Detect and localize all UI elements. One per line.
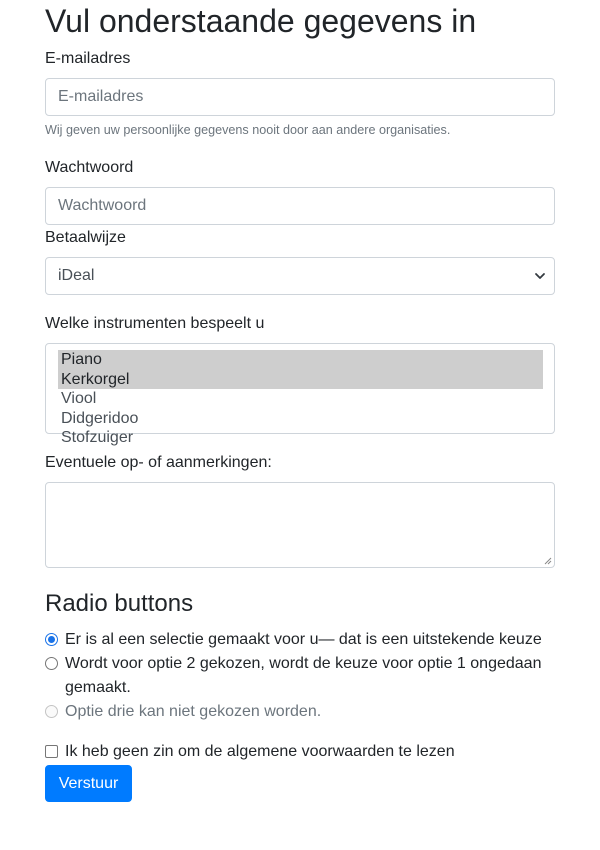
instrument-option-didgeridoo[interactable]: Didgeridoo bbox=[61, 409, 139, 427]
instrument-option-piano[interactable]: Piano bbox=[58, 350, 543, 370]
submit-button[interactable]: Verstuur bbox=[45, 765, 132, 802]
radio-option-2[interactable] bbox=[45, 657, 58, 670]
payment-label: Betaalwijze bbox=[45, 229, 126, 246]
radio-option-3-label: Optie drie kan niet gekozen worden. bbox=[65, 703, 322, 720]
terms-label: Ik heb geen zin om de algemene voorwaarden te lezen bbox=[65, 743, 455, 760]
terms-checkbox[interactable] bbox=[45, 745, 58, 758]
resize-handle-icon[interactable] bbox=[544, 557, 552, 565]
page-title: Vul onderstaande gegevens in bbox=[45, 3, 477, 39]
instrument-option-viool[interactable]: Viool bbox=[61, 390, 97, 407]
radio-section-title: Radio buttons bbox=[45, 590, 194, 617]
instrument-option-kerkorgel[interactable]: Kerkorgel bbox=[58, 370, 543, 390]
remarks-label: Eventuele op- of aanmerkingen: bbox=[45, 454, 272, 471]
radio-option-1-label: Er is al een selectie gemaakt voor u— dat is een uitstekende keuze bbox=[65, 631, 542, 648]
password-field[interactable] bbox=[45, 187, 555, 225]
instruments-label: Welke instrumenten bespeelt u bbox=[45, 315, 265, 332]
instrument-option-stofzuiger[interactable]: Stofzuiger bbox=[61, 429, 134, 446]
password-label: Wachtwoord bbox=[45, 159, 134, 176]
payment-selected-value: iDeal bbox=[58, 267, 95, 284]
email-help-text: Wij geven uw persoonlijke gegevens nooit door aan andere organisaties. bbox=[45, 123, 451, 137]
chevron-down-icon bbox=[534, 270, 546, 282]
remarks-textarea[interactable] bbox=[45, 482, 555, 568]
radio-option-3 bbox=[45, 705, 58, 718]
email-field[interactable] bbox=[45, 78, 555, 116]
instruments-multiselect[interactable] bbox=[45, 343, 555, 446]
email-label: E-mailadres bbox=[45, 50, 131, 67]
radio-option-1[interactable] bbox=[45, 633, 58, 646]
payment-select[interactable] bbox=[45, 257, 555, 295]
radio-option-2-label: Wordt voor optie 2 gekozen, wordt de keuze voor optie 1 ongedaan gemaakt. bbox=[65, 655, 542, 696]
